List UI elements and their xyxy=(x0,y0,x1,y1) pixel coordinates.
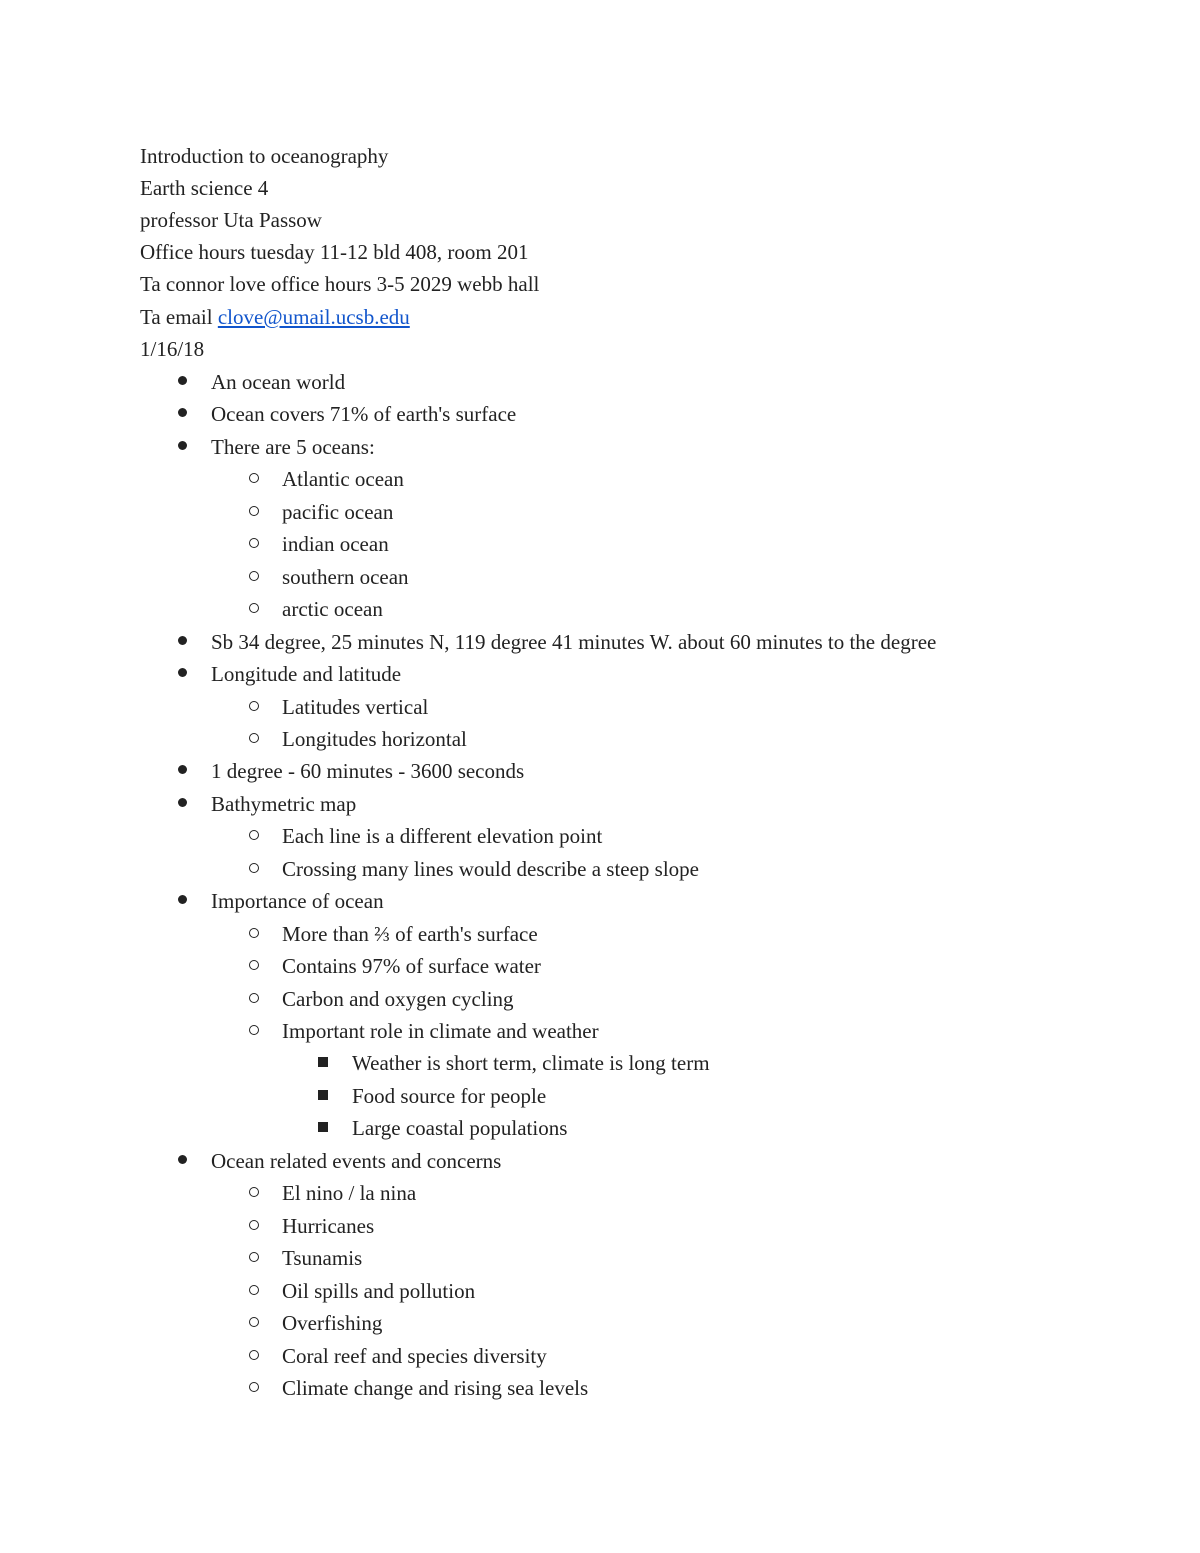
circle-bullet-icon xyxy=(249,1310,259,1336)
list-item: Hurricanes xyxy=(282,1214,375,1238)
office-hours: Office hours tuesday 11-12 bld 408, room 201 xyxy=(140,240,529,264)
list-item: Large coastal populations xyxy=(352,1116,568,1140)
list-item: southern ocean xyxy=(282,565,409,589)
list-item: Food source for people xyxy=(352,1084,547,1108)
list-item: Ocean covers 71% of earth's surface xyxy=(211,402,517,426)
course-name: Earth science 4 xyxy=(140,176,269,200)
list-item: Coral reef and species diversity xyxy=(282,1344,547,1368)
list-item: Overfishing xyxy=(282,1311,383,1335)
circle-bullet-icon xyxy=(249,466,259,492)
circle-bullet-icon xyxy=(249,726,259,752)
list-item: Longitude and latitude xyxy=(211,662,402,686)
list-item: Longitudes horizontal xyxy=(282,727,467,751)
list-item: Contains 97% of surface water xyxy=(282,954,541,978)
disc-bullet-icon xyxy=(178,1148,187,1174)
circle-bullet-icon xyxy=(249,694,259,720)
circle-bullet-icon xyxy=(249,953,259,979)
circle-bullet-icon xyxy=(249,1343,259,1369)
professor-name: professor Uta Passow xyxy=(140,208,322,232)
ta-email-label: Ta email xyxy=(140,305,213,329)
circle-bullet-icon xyxy=(249,531,259,557)
circle-bullet-icon xyxy=(249,1018,259,1044)
circle-bullet-icon xyxy=(249,1213,259,1239)
list-item: Latitudes vertical xyxy=(282,695,429,719)
circle-bullet-icon xyxy=(249,921,259,947)
disc-bullet-icon xyxy=(178,629,187,655)
circle-bullet-icon xyxy=(249,823,259,849)
list-item: Atlantic ocean xyxy=(282,467,404,491)
circle-bullet-icon xyxy=(249,1375,259,1401)
list-item: indian ocean xyxy=(282,532,389,556)
list-item: pacific ocean xyxy=(282,500,394,524)
ta-email-link[interactable]: clove@umail.ucsb.edu xyxy=(217,305,410,329)
document-title: Introduction to oceanography xyxy=(140,144,389,168)
circle-bullet-icon xyxy=(249,499,259,525)
disc-bullet-icon xyxy=(178,401,187,427)
square-bullet-icon xyxy=(318,1083,328,1109)
list-item: Tsunamis xyxy=(282,1246,363,1270)
list-item: Importance of ocean xyxy=(211,889,384,913)
circle-bullet-icon xyxy=(249,1278,259,1304)
disc-bullet-icon xyxy=(178,791,187,817)
square-bullet-icon xyxy=(318,1115,328,1141)
list-item: arctic ocean xyxy=(282,597,383,621)
list-item: Bathymetric map xyxy=(211,792,357,816)
disc-bullet-icon xyxy=(178,888,187,914)
list-item: An ocean world xyxy=(211,370,346,394)
list-item: Weather is short term, climate is long term xyxy=(352,1051,710,1075)
list-item: Sb 34 degree, 25 minutes N, 119 degree 41 minutes W. about 60 minutes to the degree xyxy=(211,630,937,654)
list-item: Climate change and rising sea levels xyxy=(282,1376,589,1400)
circle-bullet-icon xyxy=(249,1245,259,1271)
note-date: 1/16/18 xyxy=(140,337,205,361)
circle-bullet-icon xyxy=(249,596,259,622)
disc-bullet-icon xyxy=(178,369,187,395)
list-item: Ocean related events and concerns xyxy=(211,1149,502,1173)
list-item: Crossing many lines would describe a steep slope xyxy=(282,857,700,881)
list-item: There are 5 oceans: xyxy=(211,435,375,459)
circle-bullet-icon xyxy=(249,1180,259,1206)
list-item: El nino / la nina xyxy=(282,1181,417,1205)
disc-bullet-icon xyxy=(178,758,187,784)
list-item: 1 degree - 60 minutes - 3600 seconds xyxy=(211,759,525,783)
ta-email-line xyxy=(140,304,410,330)
square-bullet-icon xyxy=(318,1050,328,1076)
circle-bullet-icon xyxy=(249,856,259,882)
disc-bullet-icon xyxy=(178,434,187,460)
list-item: Carbon and oxygen cycling xyxy=(282,987,514,1011)
circle-bullet-icon xyxy=(249,986,259,1012)
circle-bullet-icon xyxy=(249,564,259,590)
list-item: More than ⅔ of earth's surface xyxy=(282,922,538,946)
list-item: Each line is a different elevation point xyxy=(282,824,603,848)
list-item: Important role in climate and weather xyxy=(282,1019,599,1043)
ta-office-hours: Ta connor love office hours 3-5 2029 webb hall xyxy=(140,272,540,296)
disc-bullet-icon xyxy=(178,661,187,687)
list-item: Oil spills and pollution xyxy=(282,1279,476,1303)
